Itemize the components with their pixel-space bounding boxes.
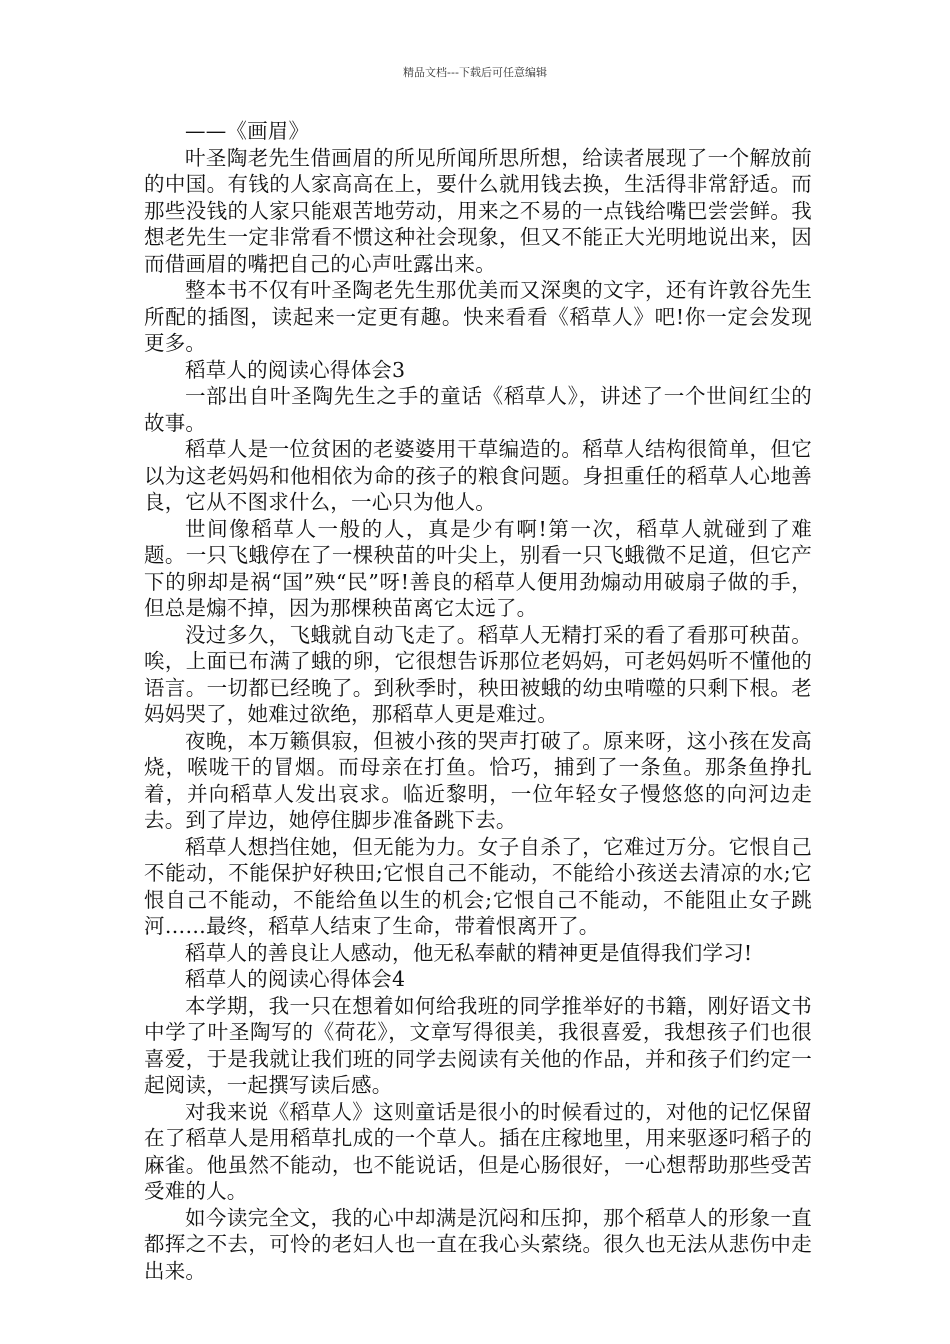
section-heading: 稻草人的阅读心得体会3 <box>185 357 406 382</box>
paragraph: ——《画眉》 <box>185 119 310 143</box>
paragraph: 一部出自叶圣陶先生之手的童话《稻草人》，讲述了一个世间红尘的故事。 <box>144 384 812 435</box>
document-body <box>144 118 812 1284</box>
paragraph: 稻草人的善良让人感动，他无私奉献的精神更是值得我们学习! <box>185 940 753 965</box>
paragraph: 整本书不仅有叶圣陶老先生那优美而又深奥的文字，还有许敦谷先生所配的插图，读起来一定更有趣。快来看看《稻草人》吧!你一定会发现更多。 <box>144 278 812 355</box>
paragraph: 本学期，我一只在想着如何给我班的同学推举好的书籍，刚好语文书中学了叶圣陶写的《荷花》，文章写得很美，我很喜爱，我想孩子们也很喜爱，于是我就让我们班的同学去阅读有关他的作品，并和孩子们约定一起阅读，一起撰写读后感。 <box>144 993 812 1097</box>
page-header: 精品文档---下载后可任意编辑 <box>403 66 547 79</box>
paragraph: 世间像稻草人一般的人，真是少有啊!第一次，稻草人就碰到了难题。一只飞蛾停在了一棵秧苗的叶尖上，别看一只飞蛾微不足道，但它产下的卵却是祸“国”殃“民”呀!善良的稻草人便用劲煽动用破扇子做的手，但总是煽不掉，因为那棵秧苗离它太远了。 <box>144 516 812 620</box>
paragraph: 夜晚，本万籁俱寂，但被小孩的哭声打破了。原来呀，这小孩在发高烧，喉咙干的冒烟。而母亲在打鱼。恰巧，捕到了一条鱼。那条鱼挣扎着，并向稻草人发出哀求。临近黎明，一位年轻女子慢悠悠的向河边走去。到了岸边，她停住脚步准备跳下去。 <box>144 728 812 832</box>
section-heading: 稻草人的阅读心得体会4 <box>185 967 406 991</box>
paragraph: 如今读完全文，我的心中却满是沉闷和压抑，那个稻草人的形象一直都挥之不去，可怜的老妇人也一直在我心头萦绕。很久也无法从悲伤中走出来。 <box>144 1205 812 1283</box>
paragraph: 稻草人是一位贫困的老婆婆用干草编造的。稻草人结构很简单，但它以为这老妈妈和他相依为命的孩子的粮食问题。身担重任的稻草人心地善良，它从不图求什么，一心只为他人。 <box>144 437 812 514</box>
paragraph: 没过多久，飞蛾就自动飞走了。稻草人无精打采的看了看那可秧苗。唉，上面已布满了蛾的卵，它很想告诉那位老妈妈，可老妈妈听不懂他的语言。一切都已经晚了。到秋季时，秧田被蛾的幼虫啃噬的只剩下根。老妈妈哭了，她难过欲绝，那稻草人更是难过。 <box>144 622 812 726</box>
paragraph: 对我来说《稻草人》这则童话是很小的时候看过的，对他的记忆保留在了稻草人是用稻草扎成的一个草人。插在庄稼地里，用来驱逐叼稻子的麻雀。他虽然不能动，也不能说话，但是心肠很好，一心想帮助那些受苦受难的人。 <box>144 1099 812 1203</box>
paragraph: 叶圣陶老先生借画眉的所见所闻所思所想，给读者展现了一个解放前的中国。有钱的人家高高在上，要什么就用钱去换，生活得非常舒适。而那些没钱的人家只能艰苦地劳动，用来之不易的一点钱给嘴巴尝尝鲜。我想老先生一定非常看不惯这种社会现象，但又不能正大光明地说出来，因而借画眉的嘴把自己的心声吐露出来。 <box>144 145 812 276</box>
paragraph: 稻草人想挡住她，但无能为力。女子自杀了，它难过万分。它恨自己不能动，不能保护好秧田;它恨自己不能动，不能给小孩送去清凉的水;它恨自己不能动，不能给鱼以生的机会;它恨自己不能动，不能阻止女子跳河……最终，稻草人结束了生命，带着恨离开了。 <box>144 834 812 938</box>
